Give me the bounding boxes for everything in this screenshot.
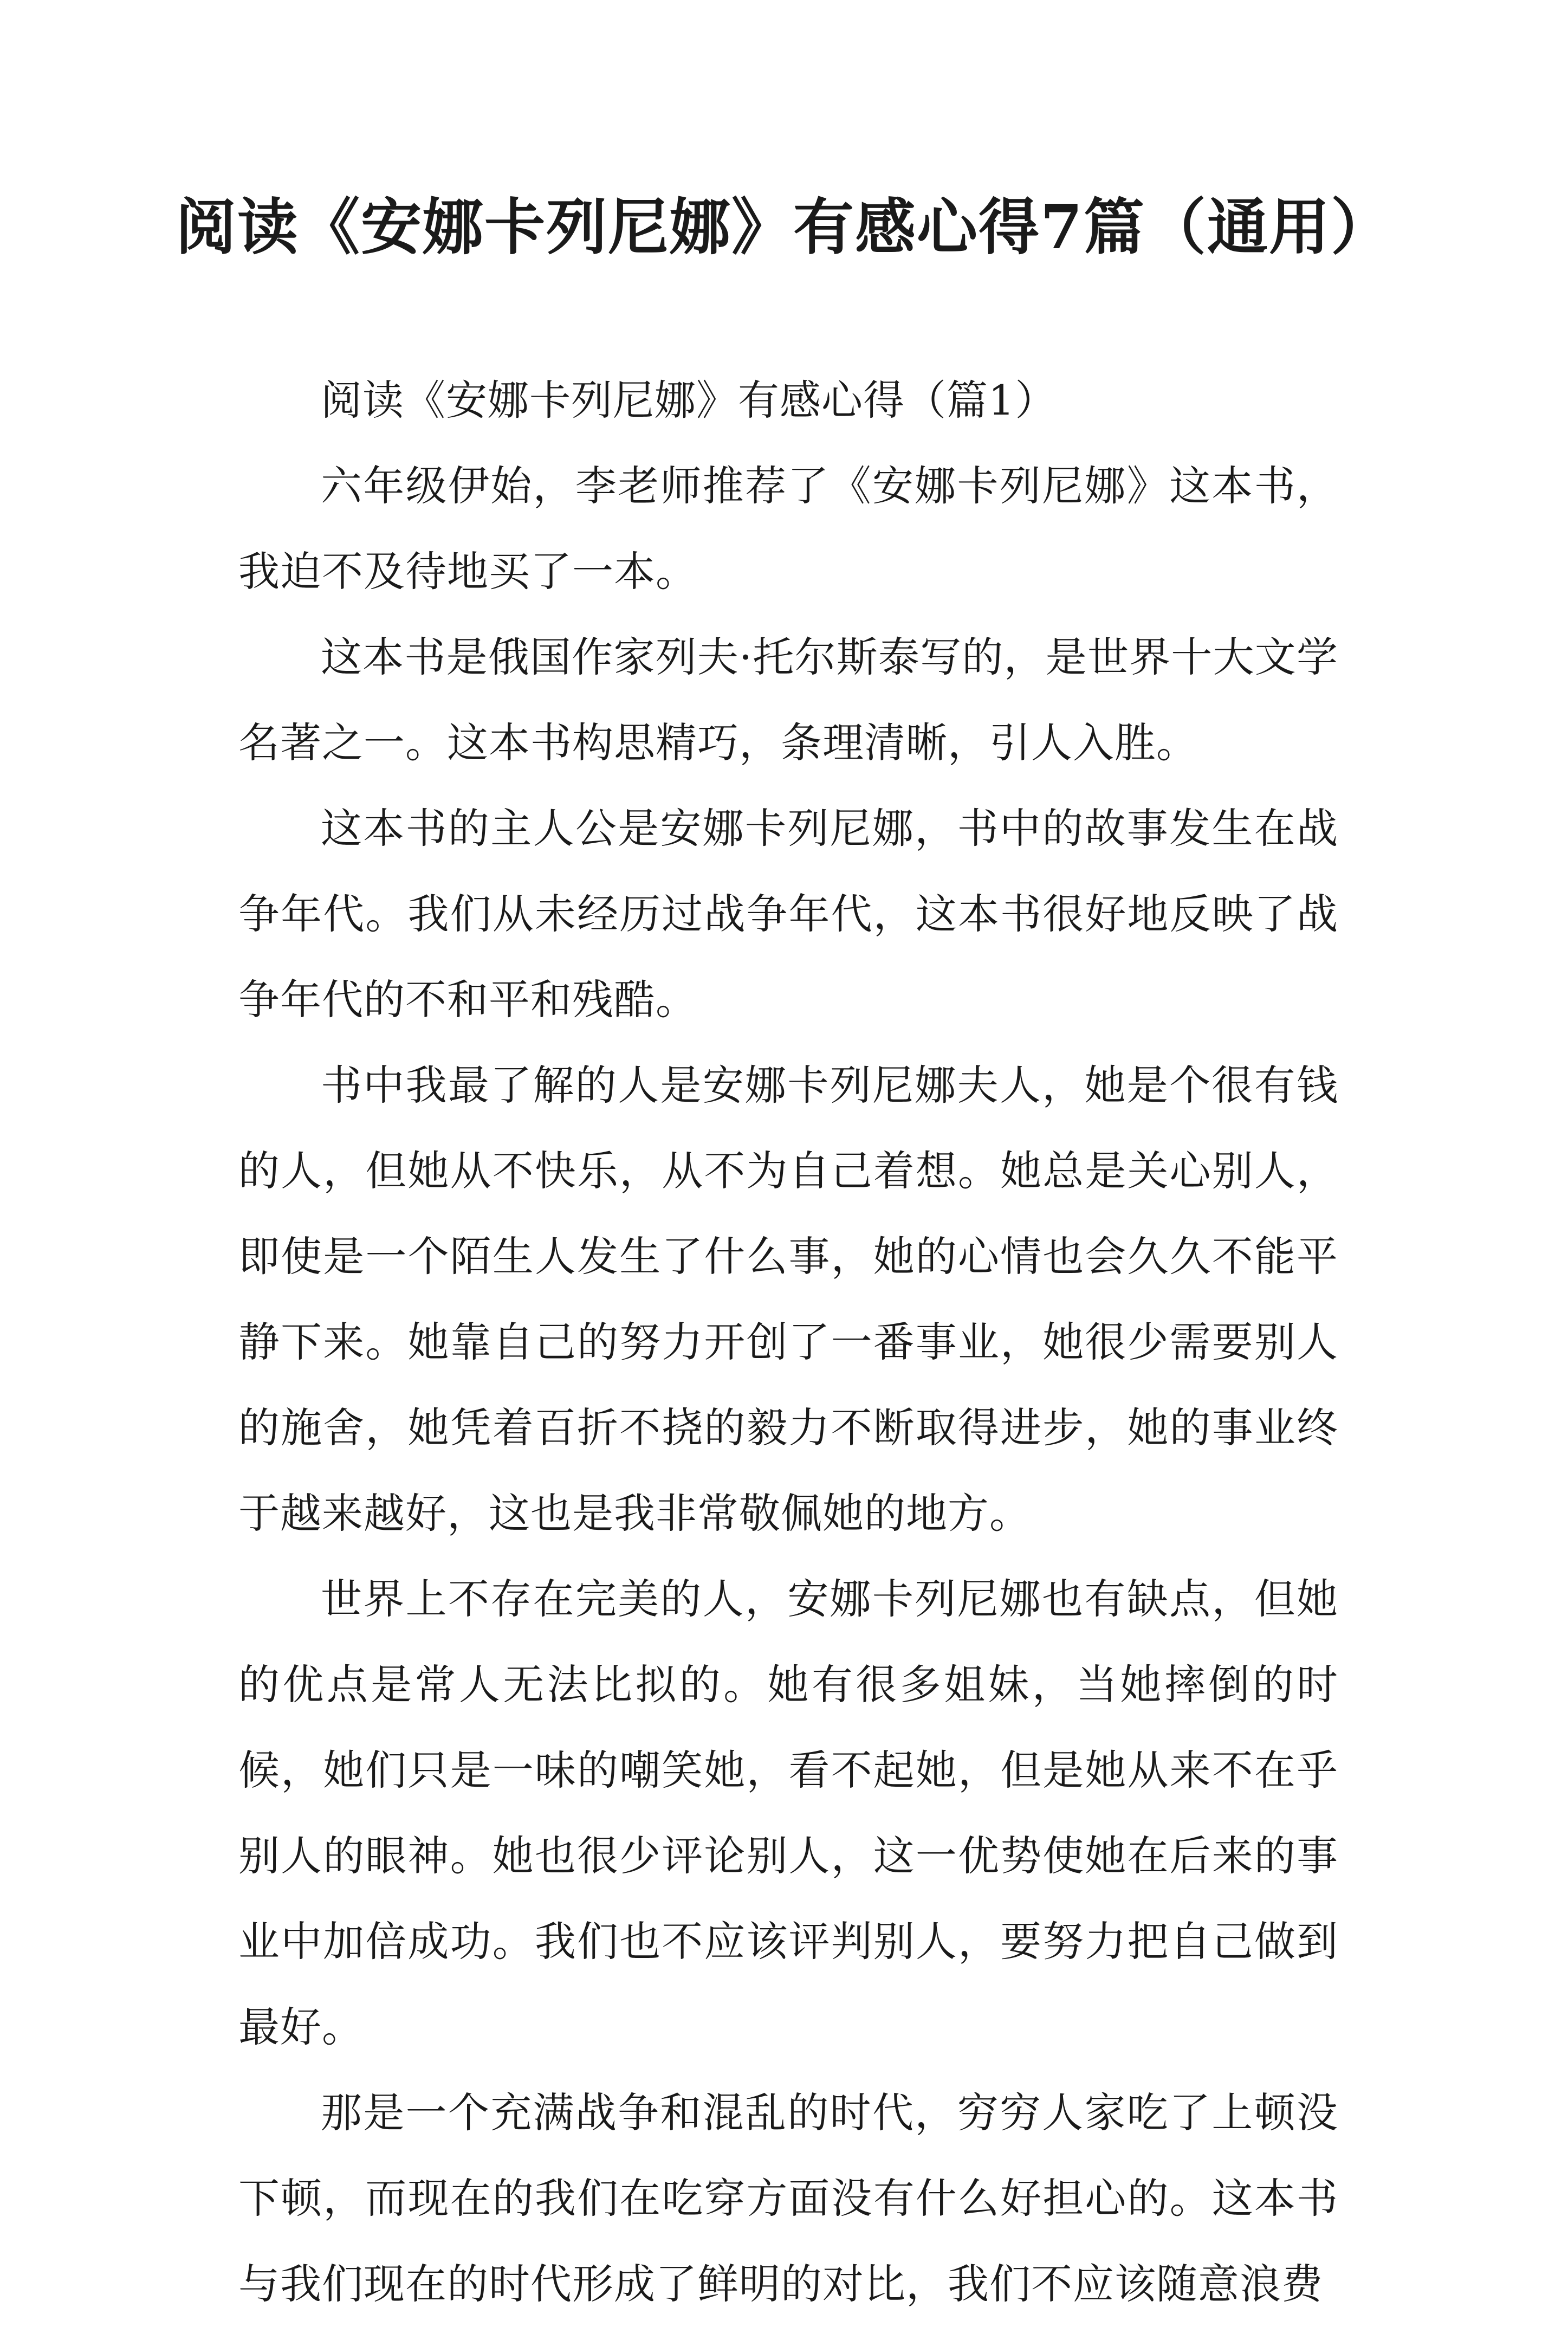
section-heading: 阅读《安娜卡列尼娜》有感心得（篇1） [321, 376, 1057, 424]
document-body [238, 358, 1338, 2327]
paragraph: 这本书是俄国作家列夫·托尔斯泰写的，是世界十大文学名著之一。这本书构思精巧，条理清晰，引人入胜。 [238, 633, 1338, 767]
document-title: 阅读《安娜卡列尼娜》有感心得7篇（通用） [176, 192, 1392, 263]
paragraph: 世界上不存在完美的人，安娜卡列尼娜也有缺点，但她的优点是常人无法比拟的。她有很多姐妹，当她摔倒的时候，她们只是一味的嘲笑她，看不起她，但是她从来不在乎别人的眼神。她也很少评论别人，这一优势使她在后来的事业中加倍成功。我们也不应该评判别人，要努力把自己做到最好。 [238, 1575, 1338, 2051]
paragraph: 六年级伊始，李老师推荐了《安娜卡列尼娜》这本书，我迫不及待地买了一本。 [238, 462, 1338, 596]
paragraph: 书中我最了解的人是安娜卡列尼娜夫人，她是个很有钱的人，但她从不快乐，从不为自己着想。她总是关心别人，即使是一个陌生人发生了什么事，她的心情也会久久不能平静下来。她靠自己的努力开创了一番事业，她很少需要别人的施舍，她凭着百折不挠的毅力不断取得进步，她的事业终于越来越好，这也是我非常敬佩她的地方。 [238, 1061, 1338, 1537]
paragraph: 这本书的主人公是安娜卡列尼娜，书中的故事发生在战争年代。我们从未经历过战争年代，这本书很好地反映了战争年代的不和平和残酷。 [238, 804, 1338, 1024]
paragraph: 那是一个充满战争和混乱的时代，穷穷人家吃了上顿没下顿，而现在的我们在吃穿方面没有什么好担心的。这本书与我们现在的时代形成了鲜明的对比，我们不应该随意浪费 [238, 2089, 1338, 2308]
